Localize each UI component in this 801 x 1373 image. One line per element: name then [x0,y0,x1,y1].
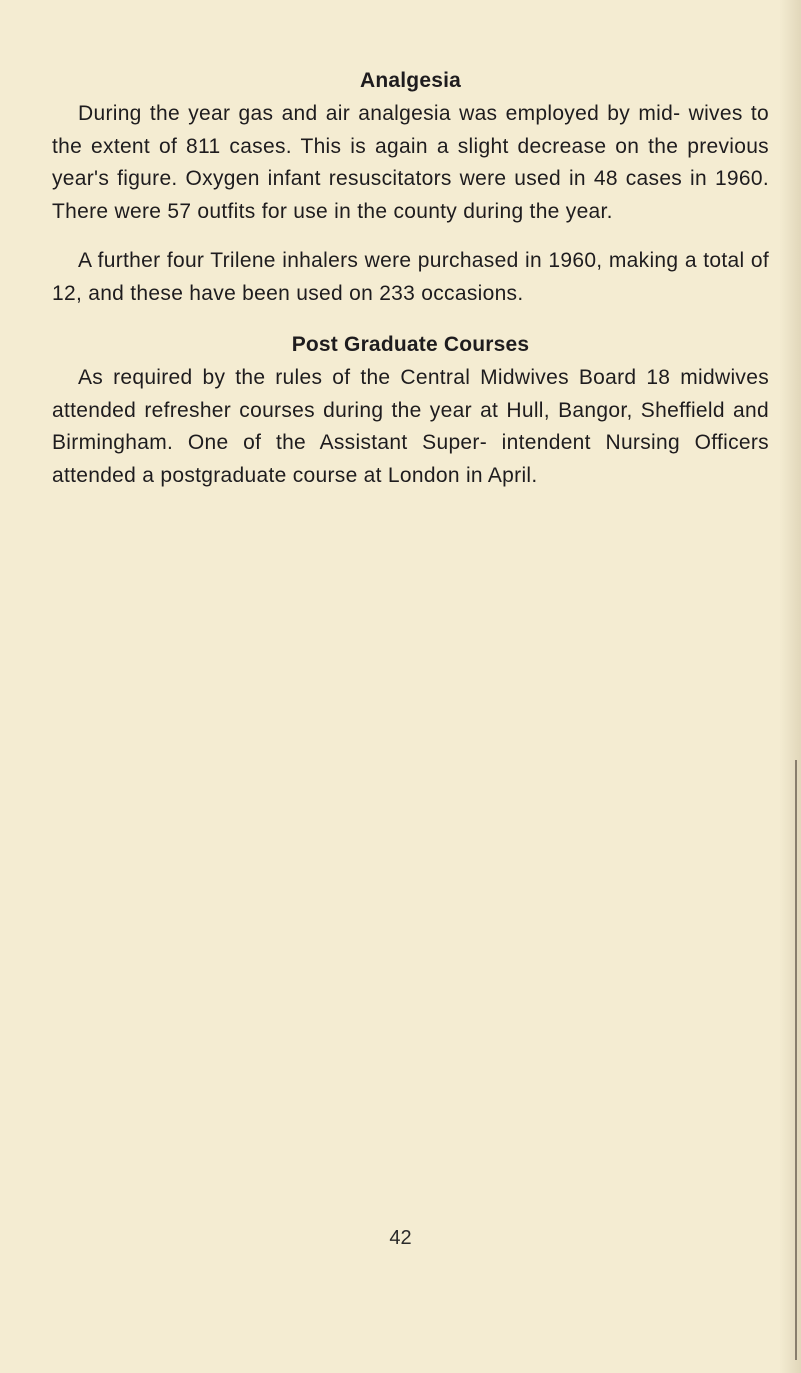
page-content [52,64,769,492]
page-number: 42 [389,1227,412,1249]
post-graduate-paragraph-1: As required by the rules of the Central Midwives Board 18 midwives attended refresher courses during the year at Hull, Bangor, Sheffield and Birmingham. One of the Assistant Super- intendent Nursing Officers attended a postgraduate course at London in April. [52,366,769,487]
analgesia-paragraph-1: During the year gas and air analgesia was employed by mid- wives to the extent of 811 cases. This is again a slight decrease on the previous year's figure. Oxygen infant resuscitators were used in 48 cases in 1960. There were 57 outfits for use in the county during the year. [52,102,769,223]
page-edge-shadow [779,0,801,1373]
section-heading-post-graduate-courses: Post Graduate Courses [291,333,530,356]
analgesia-paragraph-2: A further four Trilene inhalers were purchased in 1960, making a total of 12, and these have been used on 233 occasions. [52,249,769,305]
page-edge-line [795,760,797,1360]
section-heading-analgesia: Analgesia [359,69,461,92]
